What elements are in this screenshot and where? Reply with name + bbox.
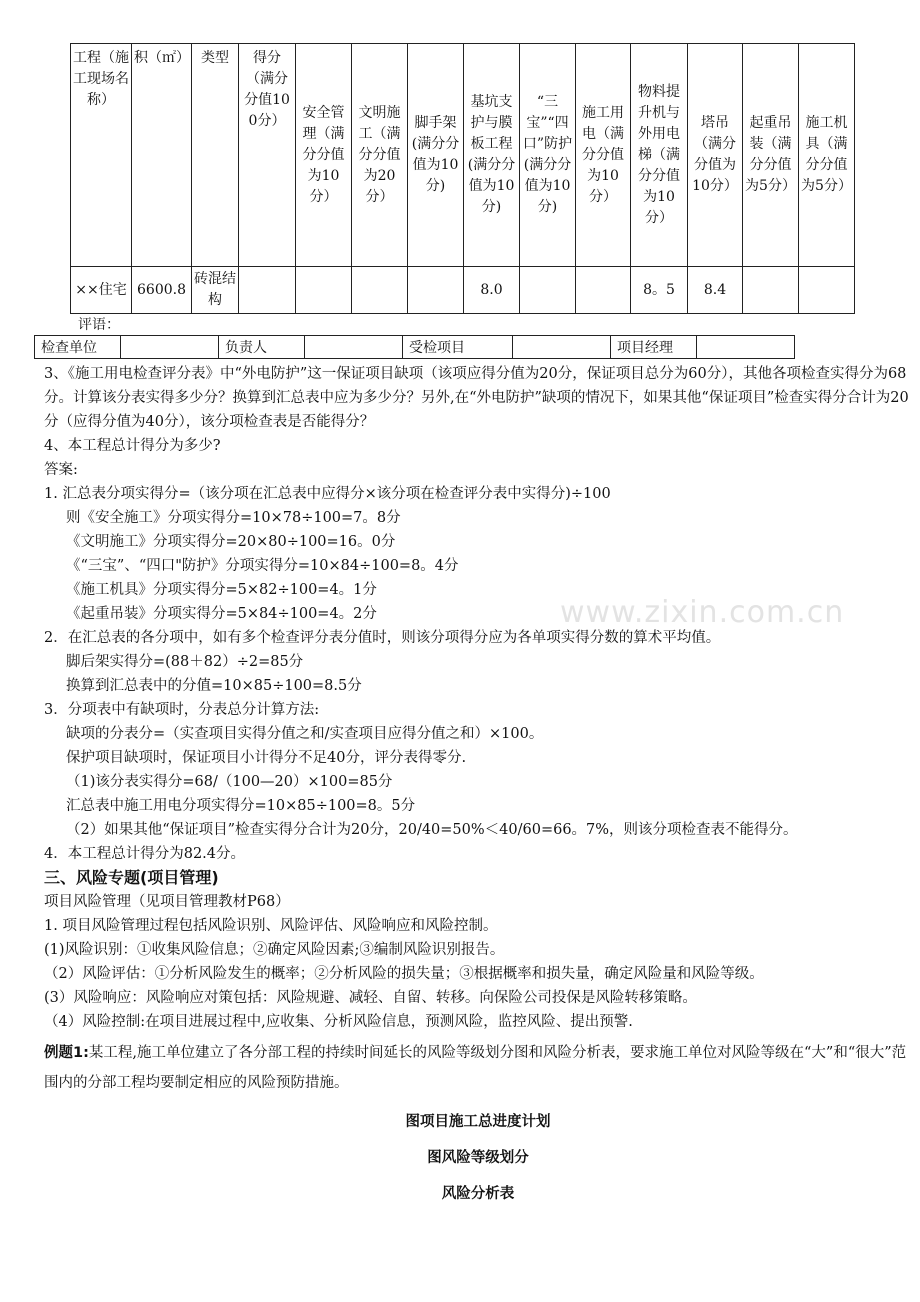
- table-cell: [743, 267, 799, 314]
- table-cell: [239, 267, 296, 314]
- risk-item: （4）风险控制:在项目进展过程中,应收集、分析风险信息，预测风险，监控风险、提出预警.: [44, 1014, 633, 1030]
- example-paragraph: [44, 1038, 912, 1098]
- header-cell: 工程（施工现场名称）: [71, 44, 132, 267]
- header-cell: 得分（满分分值100分）: [239, 44, 296, 267]
- section-heading: 三、风险专题(项目管理): [44, 868, 219, 887]
- table-cell: 砖混结构: [192, 267, 239, 314]
- answer-line: 脚后架实得分=(88＋82）÷2=85分: [66, 654, 304, 670]
- table-cell: 8。5: [631, 267, 688, 314]
- answer-label: 答案:: [44, 462, 78, 478]
- sign-cell: [121, 336, 219, 359]
- table-header-row: [71, 44, 855, 267]
- header-cell: 塔吊（满分分值为10分）: [688, 44, 743, 267]
- answer-line: 1. 汇总表分项实得分=（该分项在汇总表中应得分×该分项在检查评分表中实得分)÷100: [44, 486, 611, 502]
- sign-cell: 项目经理: [611, 336, 697, 359]
- risk-item: 1. 项目风险管理过程包括风险识别、风险评估、风险响应和风险控制。: [44, 918, 498, 934]
- sign-cell: 检查单位: [35, 336, 121, 359]
- answer-line: 换算到汇总表中的分值=10×85÷100=8.5分: [66, 678, 362, 694]
- question-4: 4、本工程总计得分为多少?: [44, 438, 221, 454]
- body-text: [44, 362, 912, 1206]
- header-cell: 类型: [192, 44, 239, 267]
- answer-line: 《施工机具》分项实得分=5×82÷100=4。1分: [66, 582, 377, 598]
- answer-line: 汇总表中施工用电分项实得分=10×85÷100=8。5分: [66, 798, 416, 814]
- header-cell: 文明施工（满分分值为20分）: [352, 44, 408, 267]
- table-cell: [799, 267, 855, 314]
- table-cell: ××住宅: [71, 267, 132, 314]
- answer-line: 2．在汇总表的各分项中，如有多个检查评分表分值时，则该分项得分应为各单项实得分数的算术平均值。: [44, 630, 721, 646]
- answer-line: 4．本工程总计得分为82.4分。: [44, 846, 246, 862]
- header-cell: 积（㎡）: [132, 44, 192, 267]
- answer-line: 保护项目缺项时，保证项目小计得分不足40分，评分表得零分.: [66, 750, 467, 766]
- table-cell: [520, 267, 576, 314]
- sign-cell: [305, 336, 403, 359]
- question-3: 3、《施工用电检查评分表》中“外电防护”这一保证项目缺项（该项应得分值为20分，保证项目总分为60分），其他各项检查实得分为68分。计算该分表实得多少分？换算到汇总表中应为多少分？另外,在“外电防护”缺项的情况下，如果其他“保证项目”检查实得分合计为20分（应得分值为40分），该分项检查表是否能得分？: [44, 366, 909, 430]
- sign-cell: 受检项目: [403, 336, 513, 359]
- table-row: [71, 267, 855, 314]
- figure-caption: 图项目施工总进度计划: [405, 1114, 551, 1130]
- answer-line: 缺项的分表分=（实查项目实得分值之和/实查项目应得分值之和）×100。: [66, 726, 544, 742]
- table-cell: 8.0: [464, 267, 520, 314]
- watermark: www.zixin.com.cn: [560, 595, 845, 630]
- answer-line: （1)该分表实得分=68/（100—20）×100=85分: [66, 774, 393, 790]
- risk-intro: 项目风险管理（见项目管理教材P68）: [44, 894, 290, 910]
- figure-caption: 风险分析表: [441, 1186, 515, 1202]
- sign-cell: [697, 336, 795, 359]
- answer-line: 《“三宝”、“四口"防护》分项实得分=10×84÷100=8。4分: [66, 558, 459, 574]
- answer-line: （2）如果其他“保证项目”检查实得分合计为20分，20/40=50%＜40/60=66。7%，则该分项检查表不能得分。: [66, 822, 798, 838]
- table-cell: [352, 267, 408, 314]
- header-cell: 物料提升机与外用电梯（满分分值为10分）: [631, 44, 688, 267]
- sign-cell: [513, 336, 611, 359]
- header-cell: 脚手架(满分分值为10分): [408, 44, 464, 267]
- example-text: 某工程,施工单位建立了各分部工程的持续时间延长的风险等级划分图和风险分析表，要求施工单位对风险等级在“大”和“很大”范围内的分部工程均要制定相应的风险预防措施。: [44, 1045, 907, 1091]
- risk-item: (1)风险识别：①收集风险信息；②确定风险因素;③编制风险识别报告。: [44, 942, 505, 958]
- risk-item: (3）风险响应：风险响应对策包括：风险规避、减轻、自留、转移。向保险公司投保是风险转移策略。: [44, 990, 697, 1006]
- table-cell: [576, 267, 631, 314]
- answer-line: 3．分项表中有缺项时，分表总分计算方法:: [44, 702, 320, 718]
- table-cell: 6600.8: [132, 267, 192, 314]
- header-cell: 起重吊装（满分分值为5分）: [743, 44, 799, 267]
- header-cell: 施工机具（满分分值为5分）: [799, 44, 855, 267]
- risk-item: （2）风险评估：①分析风险发生的概率；②分析风险的损失量；③根据概率和损失量，确定风险量和风险等级。: [44, 966, 764, 982]
- answer-line: 《起重吊装》分项实得分=5×84÷100=4。2分: [66, 606, 377, 622]
- sign-cell: 负责人: [219, 336, 305, 359]
- header-cell: 施工用电（满分分值为10分）: [576, 44, 631, 267]
- header-cell: 基坑支护与膜板工程(满分分值为10分): [464, 44, 520, 267]
- answer-line: 《文明施工》分项实得分=20×80÷100=16。0分: [66, 534, 396, 550]
- answer-line: 则《安全施工》分项实得分=10×78÷100=7。8分: [66, 510, 401, 526]
- table-row: [35, 336, 795, 359]
- table-cell: [296, 267, 352, 314]
- example-label: 例题1:: [44, 1045, 89, 1061]
- signature-table: [34, 335, 795, 359]
- table-cell: [408, 267, 464, 314]
- header-cell: “三宝”“四口”防护(满分分值为10分): [520, 44, 576, 267]
- comment-label: 评语：: [78, 317, 120, 333]
- score-summary-table: [70, 43, 855, 314]
- figure-caption: 图风险等级划分: [427, 1150, 529, 1166]
- header-cell: 安全管理（满分分值为10分）: [296, 44, 352, 267]
- table-cell: 8.4: [688, 267, 743, 314]
